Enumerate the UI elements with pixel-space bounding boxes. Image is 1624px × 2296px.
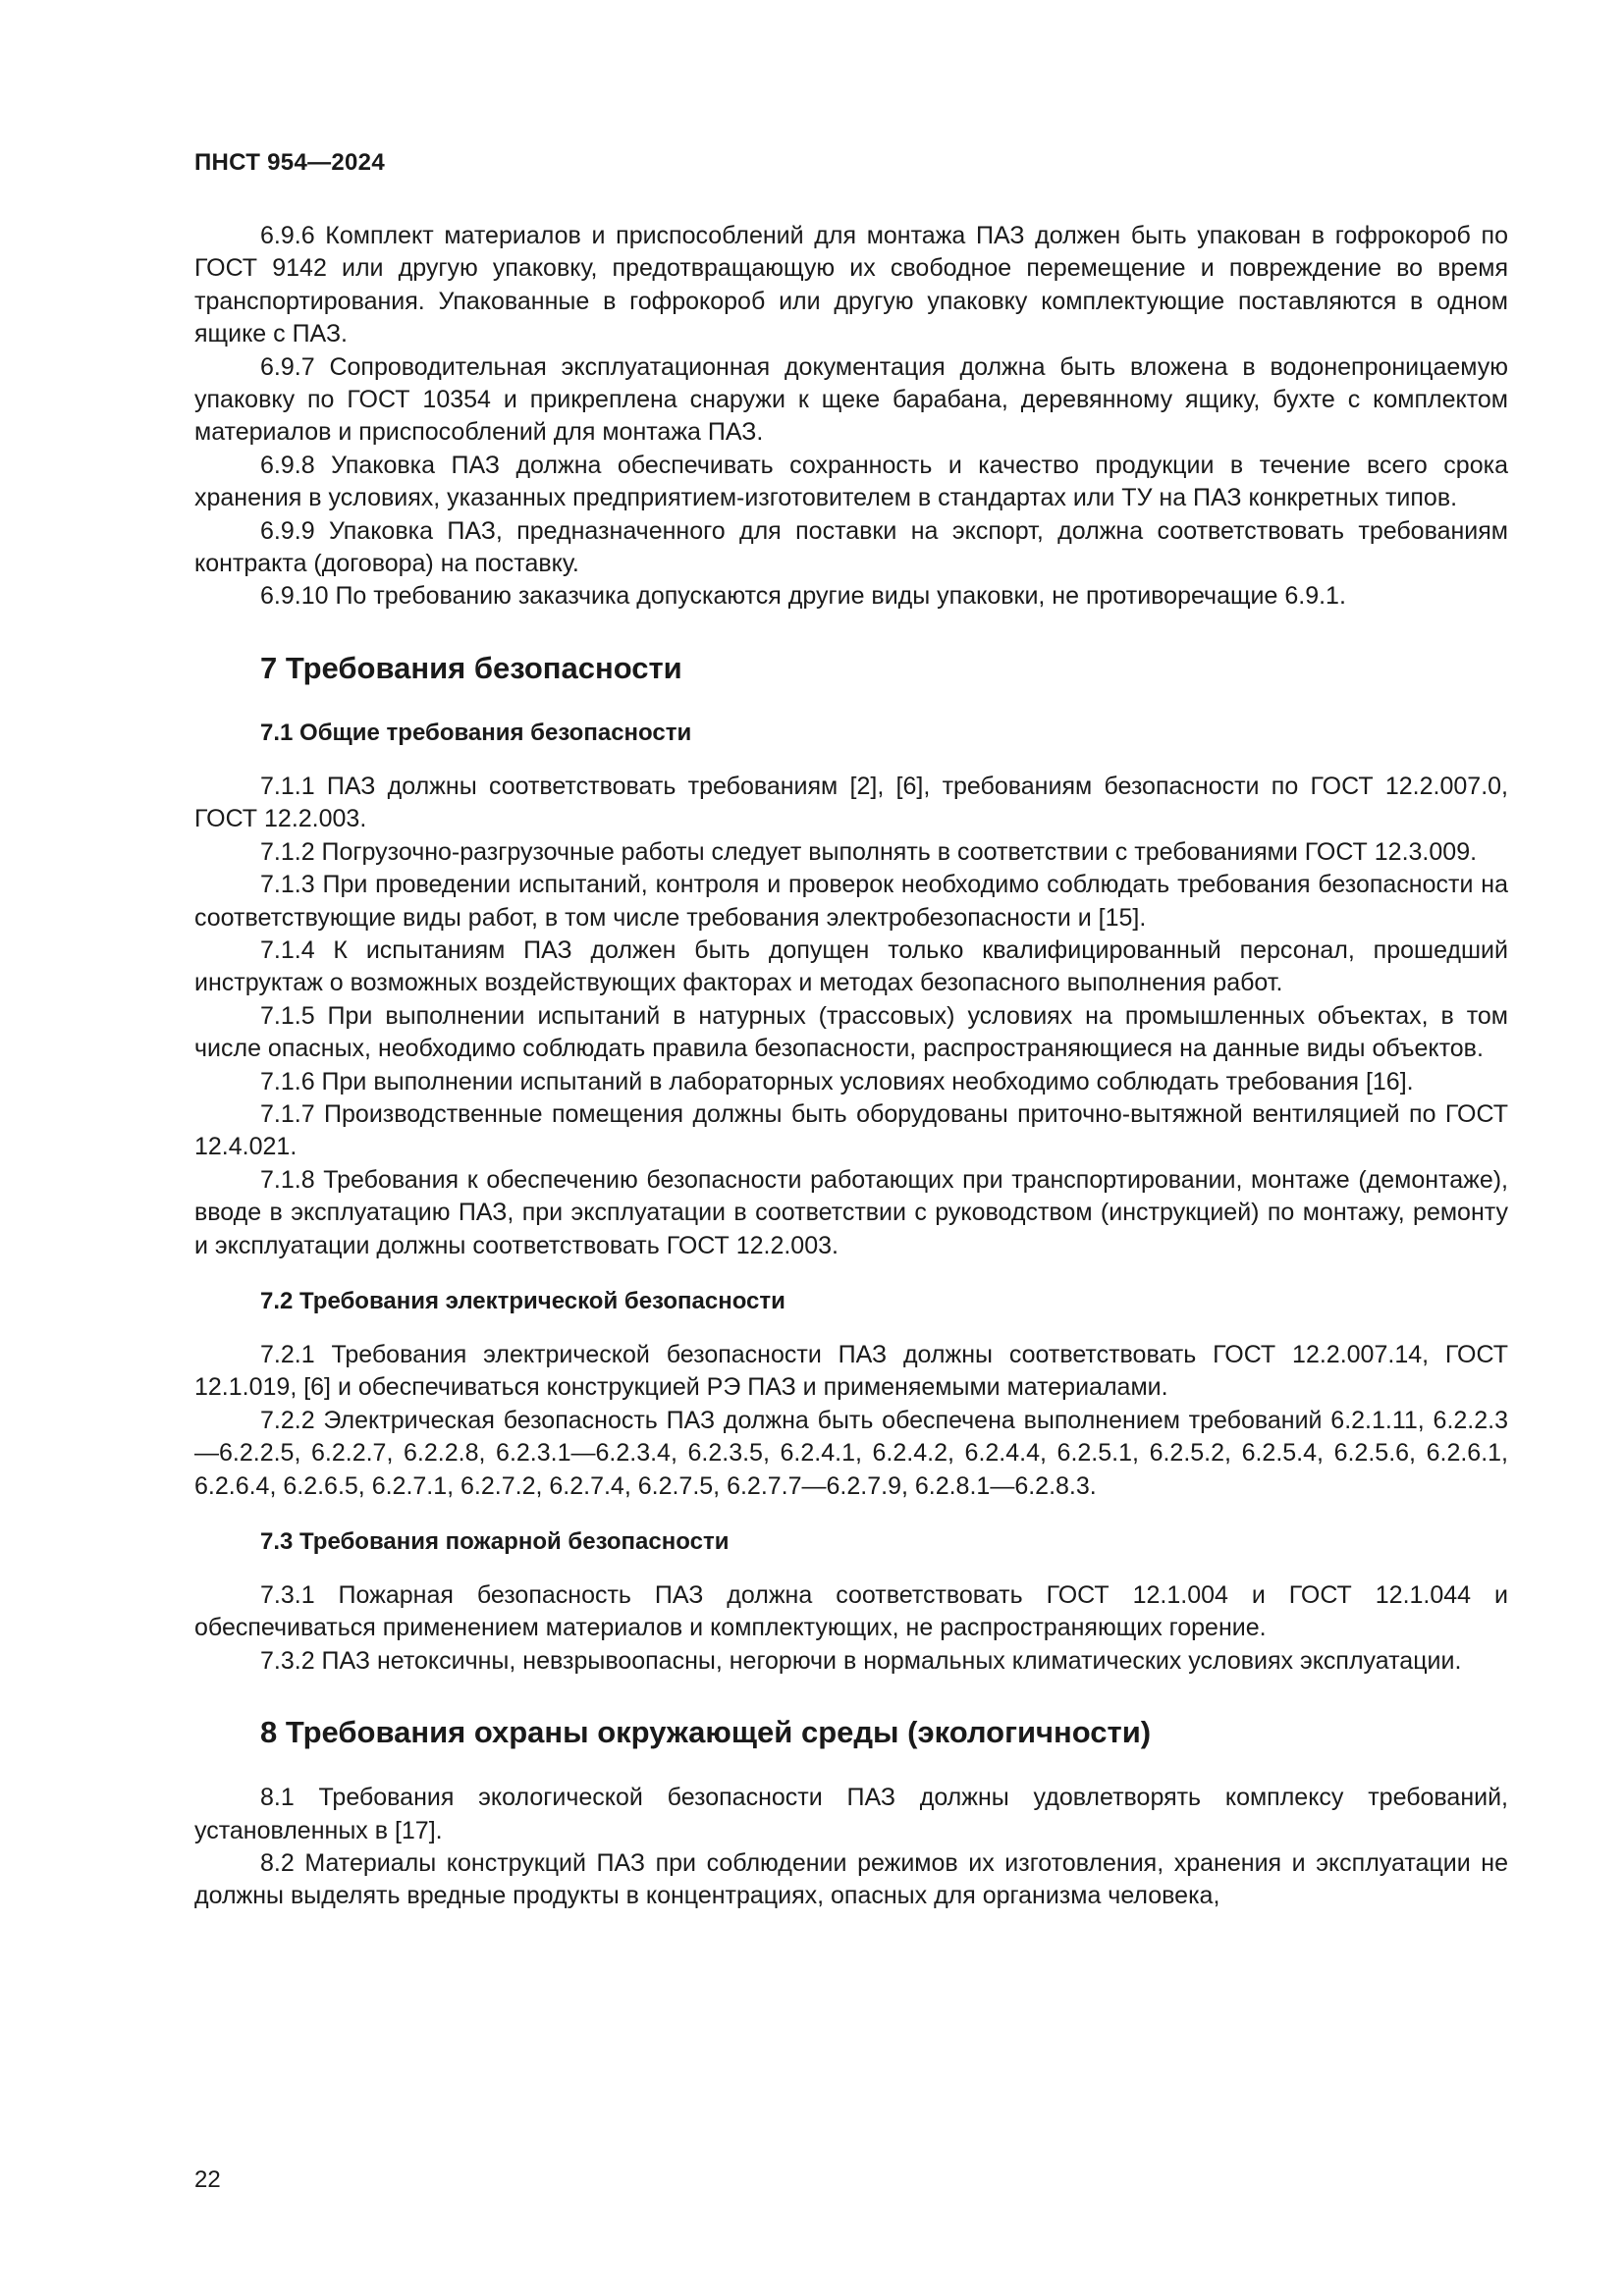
paragraph-6-9-6: 6.9.6 Комплект материалов и приспособлений для монтажа ПАЗ должен быть упакован в гофрокороб по ГОСТ 9142 или другую упаковку, предотвращающую их свободное перемещение и повреждение во время транспортирования. Упакованные в гофрокороб или другую упаковку комплектующие поставляются в одном ящике с ПАЗ.	[194, 222, 1508, 348]
paragraph-7-1-3: 7.1.3 При проведении испытаний, контроля и проверок необходимо соблюдать требования безопасности на соответствующие виды работ, в том числе требования электробезопасности и [15].	[194, 871, 1508, 932]
paragraph-7-1-6: 7.1.6 При выполнении испытаний в лабораторных условиях необходимо соблюдать требования [16].	[260, 1067, 1414, 1095]
paragraph-7-1-8: 7.1.8 Требования к обеспечению безопасности работающих при транспортировании, монтаже (демонтаже), вводе в эксплуатацию ПАЗ, при эксплуатации в соответствии с руководством (инструкцией) по монтажу, ремонту и эксплуатации должны соответствовать ГОСТ 12.2.003.	[194, 1165, 1508, 1259]
paragraph-7-2-2: 7.2.2 Электрическая безопасность ПАЗ должна быть обеспечена выполнением требований 6.2.1.11, 6.2.2.3—6.2.2.5, 6.2.2.7, 6.2.2.8, 6.2.3.1—6.2.3.4, 6.2.3.5, 6.2.4.1, 6.2.4.2, 6.2.4.4, 6.2.5.1, 6.2.5.2, 6.2.5.4, 6.2.5.6, 6.2.6.1, 6.2.6.4, 6.2.6.5, 6.2.7.1, 6.2.7.2, 6.2.7.4, 6.2.7.5, 6.2.7.7—6.2.7.9, 6.2.8.1—6.2.8.3.	[194, 1406, 1508, 1500]
paragraph-7-1-4: 7.1.4 К испытаниям ПАЗ должен быть допущен только квалифицированный персонал, прошедший инструктаж о возможных воздействующих факторах и методах безопасного выполнения работ.	[194, 935, 1508, 997]
paragraph-8-1: 8.1 Требования экологической безопасности ПАЗ должны удовлетворять комплексу требований, установленных в [17].	[194, 1784, 1508, 1844]
paragraph-7-3-1: 7.3.1 Пожарная безопасность ПАЗ должна соответствовать ГОСТ 12.1.004 и ГОСТ 12.1.044 и обеспечиваться применением материалов и комплектующих, не распространяющих горение.	[194, 1581, 1508, 1642]
document-header: ПНСТ 954—2024	[194, 149, 385, 176]
section-heading-7: 7 Требования безопасности	[260, 650, 682, 685]
subsection-heading-7-3: 7.3 Требования пожарной безопасности	[260, 1528, 730, 1555]
paragraph-7-1-5: 7.1.5 При выполнении испытаний в натурных (трассовых) условиях на промышленных объектах, в том числе опасных, необходимо соблюдать правила безопасности, распространяющиеся на данные виды объектов.	[194, 1001, 1508, 1063]
paragraph-6-9-7: 6.9.7 Сопроводительная эксплуатационная документация должна быть вложена в водонепроницаемую упаковку по ГОСТ 10354 и прикреплена снаружи к щеке барабана, деревянному ящику, бухте с комплектом материалов и приспособлений для монтажа ПАЗ.	[194, 352, 1508, 447]
paragraph-6-9-8: 6.9.8 Упаковка ПАЗ должна обеспечивать сохранность и качество продукции в течение всего срока хранения в условиях, указанных предприятием-изготовителем в стандартах или ТУ на ПАЗ конкретных типов.	[194, 451, 1508, 512]
page-number: 22	[194, 2166, 221, 2193]
section-heading-8: 8 Требования охраны окружающей среды (экологичности)	[260, 1715, 1152, 1750]
document-body	[194, 220, 1508, 1913]
paragraph-7-1-7: 7.1.7 Производственные помещения должны быть оборудованы приточно-вытяжной вентиляцией по ГОСТ 12.4.021.	[194, 1099, 1508, 1161]
paragraph-7-2-1: 7.2.1 Требования электрической безопасности ПАЗ должны соответствовать ГОСТ 12.2.007.14, ГОСТ 12.1.019, [6] и обеспечиваться конструкцией РЭ ПАЗ и применяемыми материалами.	[194, 1340, 1508, 1402]
paragraph-7-1-2: 7.1.2 Погрузочно-разгрузочные работы следует выполнять в соответствии с требованиями ГОСТ 12.3.009.	[260, 837, 1478, 866]
paragraph-7-1-1: 7.1.1 ПАЗ должны соответствовать требованиям [2], [6], требованиям безопасности по ГОСТ 12.2.007.0, ГОСТ 12.2.003.	[194, 772, 1508, 833]
paragraph-6-9-10: 6.9.10 По требованию заказчика допускаются другие виды упаковки, не противоречащие 6.9.1.	[260, 582, 1346, 611]
paragraph-6-9-9: 6.9.9 Упаковка ПАЗ, предназначенного для поставки на экспорт, должна соответствовать требованиям контракта (договора) на поставку.	[194, 516, 1508, 578]
subsection-heading-7-2: 7.2 Требования электрической безопасности	[260, 1287, 785, 1314]
paragraph-8-2: 8.2 Материалы конструкций ПАЗ при соблюдении режимов их изготовления, хранения и эксплуатации не должны выделять вредные продукты в концентрациях, опасных для организма человека,	[194, 1849, 1508, 1910]
subsection-heading-7-1: 7.1 Общие требования безопасности	[260, 719, 692, 746]
paragraph-7-3-2: 7.3.2 ПАЗ нетоксичны, невзрывоопасны, негорючи в нормальных климатических условиях эксплуатации.	[260, 1646, 1462, 1675]
